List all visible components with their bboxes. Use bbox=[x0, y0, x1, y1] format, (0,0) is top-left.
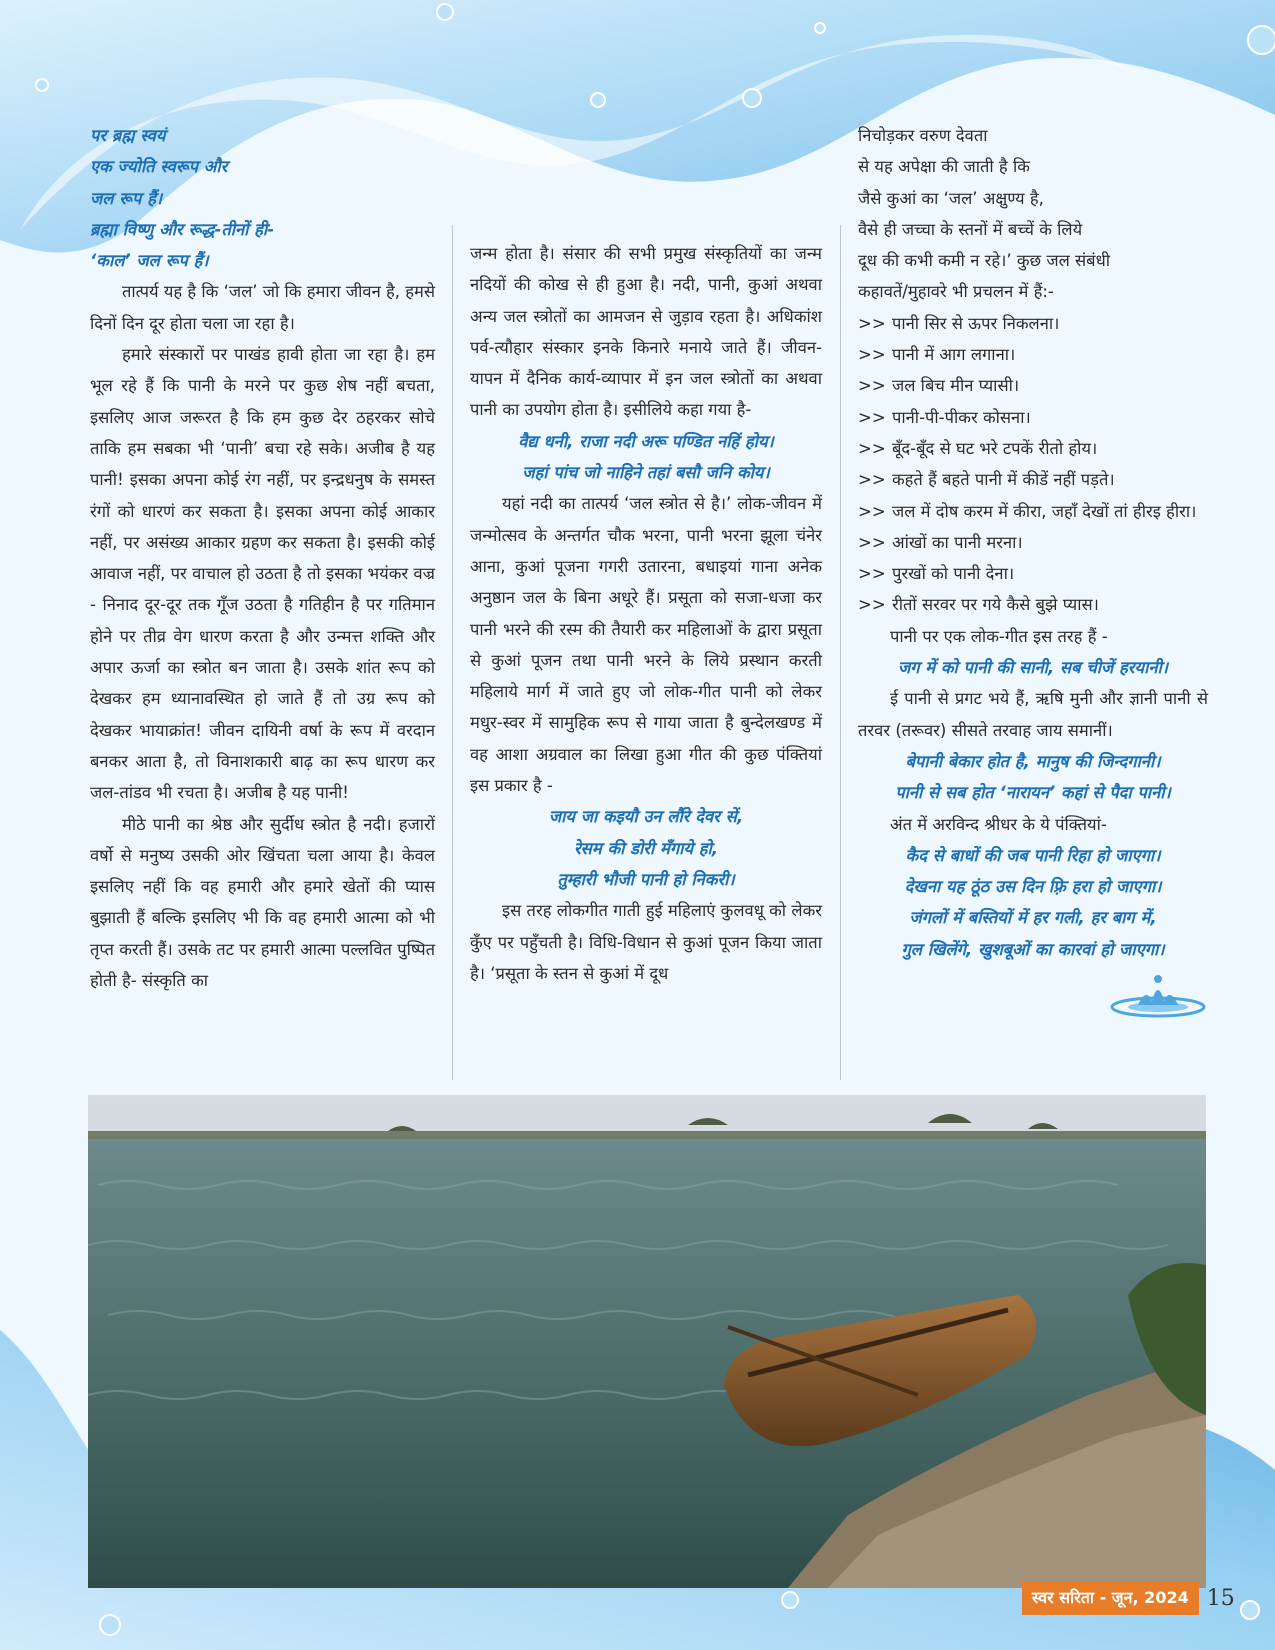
verse-line: जंगलों में बस्तियों में हर गली, हर बाग में, bbox=[909, 908, 1157, 928]
folk-song-verse bbox=[470, 801, 822, 895]
text-line: कहावतें/मुहावरे भी प्रचलन में हैं:- bbox=[858, 282, 1054, 302]
list-marker: >> bbox=[858, 501, 886, 521]
list-item bbox=[858, 464, 1208, 495]
verse-line: कैद से बाधों की जब पानी रिहा हो जाएगा। bbox=[905, 845, 1161, 865]
paragraph: पानी पर एक लोक-गीत इस तरह हैं - bbox=[890, 626, 1108, 646]
page-footer bbox=[1022, 1581, 1235, 1615]
text-line: दूध की कभी कमी न रहे।’ कुछ जल संबंधी bbox=[858, 251, 1111, 271]
idiom-text: आंखों का पानी मरना। bbox=[892, 532, 1023, 552]
verse-line: एक ज्योति स्वरूप और bbox=[90, 157, 228, 177]
paragraph: तात्पर्य यह है कि ‘जल’ जो कि हमारा जीवन है, हमसे दिनों दिन दूर होता चला जा रहा है। bbox=[90, 282, 436, 333]
list-marker: >> bbox=[858, 470, 886, 490]
magazine-issue-label: स्वर सरिता - जून, 2024 bbox=[1022, 1581, 1199, 1615]
verse-line: देखना यह ठूंठ उस दिन फ़्रि हरा हो जाएगा। bbox=[904, 877, 1162, 897]
list-item bbox=[858, 339, 1208, 370]
intro-verse bbox=[90, 120, 435, 276]
lake-boat-photo bbox=[88, 1095, 1206, 1588]
verse-line: रेसम की डोरी मँगाये हो, bbox=[573, 838, 719, 858]
paragraph: इस तरह लोकगीत गाती हुई महिलाएं कुलवधू को लेकर कुँए पर पहुँचती है। विधि-विधान से कुआं पूजन किया जाता है। ‘प्रसूता के स्तन से कुआं में दूध bbox=[470, 901, 822, 983]
idiom-text: बूँद-बूँद से घट भरे टपकें रीतो होय। bbox=[892, 438, 1098, 458]
article-column-3 bbox=[858, 120, 1208, 1019]
idiom-text: पानी सिर से ऊपर निकलना। bbox=[892, 313, 1060, 333]
verse-line: ब्रह्मा विष्णु और रूद्ध-तीनों ही- bbox=[90, 219, 275, 239]
verse-line: जाय जा कइयौ उन लौंरे देवर सें, bbox=[548, 807, 744, 827]
verse-line: तुम्हारी भौजी पानी हो निकरी। bbox=[557, 869, 735, 889]
article-column-1 bbox=[90, 120, 435, 996]
list-item bbox=[858, 558, 1208, 589]
list-marker: >> bbox=[858, 345, 886, 365]
verse-line: पानी से सब होत ‘नारायन’ कहां से पैदा पानी। bbox=[895, 783, 1171, 803]
folk-song-line: जग में को पानी की सानी, सब चीजें हरयानी। bbox=[897, 658, 1169, 678]
list-item bbox=[858, 402, 1208, 433]
paragraph: हमारे संस्कारों पर पाखंड हावी होता जा रहा है। हम भूल रहे हैं कि पानी के मरने पर कुछ शेष नहीं बचता, इसलिए आज जरूरत है कि हम कुछ देर ठहरकर सोचे ताकि हम सबका भी ‘पानी’ बचा रहे सके। अजीब है यह पानी! इसका अपना कोई रंग नहीं, पर इन्द्रधनुष के समस्त रंगों को धारणं कर सकता है। इसका अपना कोई आकार नहीं, पर असंख्य आकार ग्रहण कर सकता है। इसकी कोई आवाज नहीं, पर वाचाल हो उठता है तो इसका भयंकर वज्र - निनाद दूर-दूर तक गूँज उठता है गतिहीन है पर गतिमान होने पर तीव्र वेग धारण करता है और उन्मत्त शक्ति और अपार ऊर्जा का स्त्रोत बन जाता है। उसके शांत रूप को देखकर हम ध्यानावस्थित हो जाते हैं तो उग्र रूप को देखकर भायाक्रांत! जीवन दायिनी वर्षा के रूप में वरदान बनकर आता है, तो विनाशकारी बाढ़ का रूप धारण कर जल-तांडव भी रचता है। अजीब है यह पानी! bbox=[90, 345, 435, 803]
paragraph: जन्म होता है। संसार की सभी प्रमुख संस्कृतियों का जन्म नदियों की कोख से ही हुआ है। नदी, पानी, कुआं अथवा अन्य जल स्त्रोतों का आमजन से जुड़ाव रहता है। अधिकांश पर्व-त्यौहार संस्कार इनके किनारे मनाये जाते हैं। जीवन-यापन में दैनिक कार्य-व्यापार में इन जल स्त्रोतों का अथवा पानी का उपयोग होता है। इसीलिये कहा गया है- bbox=[470, 244, 822, 420]
list-marker: >> bbox=[858, 532, 886, 552]
verse-line: गुल खिलेंगे, खुशबूओं का कारवां हो जाएगा। bbox=[901, 939, 1165, 959]
idiom-list bbox=[858, 308, 1208, 621]
list-item bbox=[858, 496, 1208, 527]
list-item bbox=[858, 527, 1208, 558]
paragraph: ई पानी से प्रगट भये हैं, ऋषि मुनी और ज्ञानी पानी से तरवर (तरूवर) सीसते तरवाह जाय समानीं। bbox=[858, 689, 1208, 740]
list-marker: >> bbox=[858, 376, 886, 396]
idiom-text: पुरखों को पानी देना। bbox=[892, 564, 1015, 584]
paragraph bbox=[858, 120, 1208, 308]
list-item bbox=[858, 370, 1208, 401]
doha-verse bbox=[470, 426, 822, 489]
list-item bbox=[858, 308, 1208, 339]
idiom-text: रीतों सरवर पर गये कैसे बुझे प्यास। bbox=[892, 595, 1099, 615]
list-marker: >> bbox=[858, 564, 886, 584]
text-line: जैसे कुआं का ‘जल’ अक्षुण्य है, bbox=[858, 188, 1044, 208]
column-divider bbox=[452, 225, 453, 1080]
list-marker: >> bbox=[858, 438, 886, 458]
list-marker: >> bbox=[858, 595, 886, 615]
water-drop-icon bbox=[1108, 973, 1208, 1019]
paragraph: अंत में अरविन्द श्रीधर के ये पंक्तियां- bbox=[890, 814, 1107, 834]
article-column-2 bbox=[470, 238, 822, 989]
page-number: 15 bbox=[1206, 1585, 1235, 1611]
column-divider bbox=[840, 225, 841, 1080]
verse-line: जहां पांच जो नाहिने तहां बसौ जनि कोय। bbox=[522, 463, 770, 483]
paragraph: मीठे पानी का श्रेष्ठ और सुर्दीध स्त्रोत है नदी। हजारों वर्षो से मनुष्य उसकी ओर खिंचता चला आया है। केवल इसलिए नहीं कि वह हमारी और हमारे खेतों की प्यास बुझाती हैं बल्कि इसलिए भी कि वह हमारी आत्मा को भी तृप्त करती हैं। उसके तट पर हमारी आत्मा पल्लवित पुष्पित होती है- संस्कृति का bbox=[90, 814, 435, 991]
folk-song-verse bbox=[858, 746, 1208, 809]
paragraph: यहां नदी का तात्पर्य ‘जल स्त्रोत से है।’ लोक-जीवन में जन्मोत्सव के अन्तर्गत चौक भरना, पानी भरना झूला चंनेर आना, कुआं पूजना गगरी उतारना, बधाइयां गाना अनेक अनुष्ठान जल के बिना अधूरे हैं। प्रसूता को सजा-धजा कर पानी भरने की रस्म की तैयारी कर महिलाओं के द्वारा प्रसूता से कुआं पूजन तथा पानी भरने के लिये प्रस्थान करती महिलाये मार्ग में जाते हुए जो लोक-गीत पानी को लेकर मधुर-स्वर में सामुहिक रूप से गाया जाता है बुन्देलखण्ड में वह आशा अग्रवाल का लिखा हुआ गीत की कुछ पंक्तियां इस प्रकार है - bbox=[470, 494, 822, 796]
list-marker: >> bbox=[858, 407, 886, 427]
verse-line: बेपानी बेकार होत है, मानुष की जिन्दगानी। bbox=[905, 751, 1161, 771]
text-line: से यह अपेक्षा की जाती है कि bbox=[858, 157, 1030, 177]
verse-line: जल रूप हैं। bbox=[90, 188, 163, 208]
idiom-text: जल बिच मीन प्यासी। bbox=[892, 376, 1020, 396]
idiom-text: पानी-पी-पीकर कोसना। bbox=[892, 407, 1031, 427]
verse-line: ‘काल’ जल रूप हैं। bbox=[90, 251, 209, 271]
list-item bbox=[858, 433, 1208, 464]
list-item bbox=[858, 589, 1208, 620]
text-line: वैसे ही जच्चा के स्तनों में बच्चें के लिये bbox=[858, 219, 1083, 239]
idiom-text: पानी में आग लगाना। bbox=[892, 345, 1016, 365]
text-line: निचोड़कर वरुण देवता bbox=[858, 126, 988, 145]
idiom-text: कहते हैं बहते पानी में कीडें नहीं पड़ते। bbox=[892, 470, 1115, 490]
list-marker: >> bbox=[858, 313, 886, 333]
verse-line: पर ब्रह्म स्वयं bbox=[90, 126, 166, 145]
closing-verse bbox=[858, 840, 1208, 965]
idiom-text: जल में दोष करम में कीरा, जहाँ देखों तां हीरइ हीरा। bbox=[892, 501, 1197, 521]
verse-line: वैद्य धनी, राजा नदी अरू पण्डित नहिं होय। bbox=[518, 431, 774, 451]
